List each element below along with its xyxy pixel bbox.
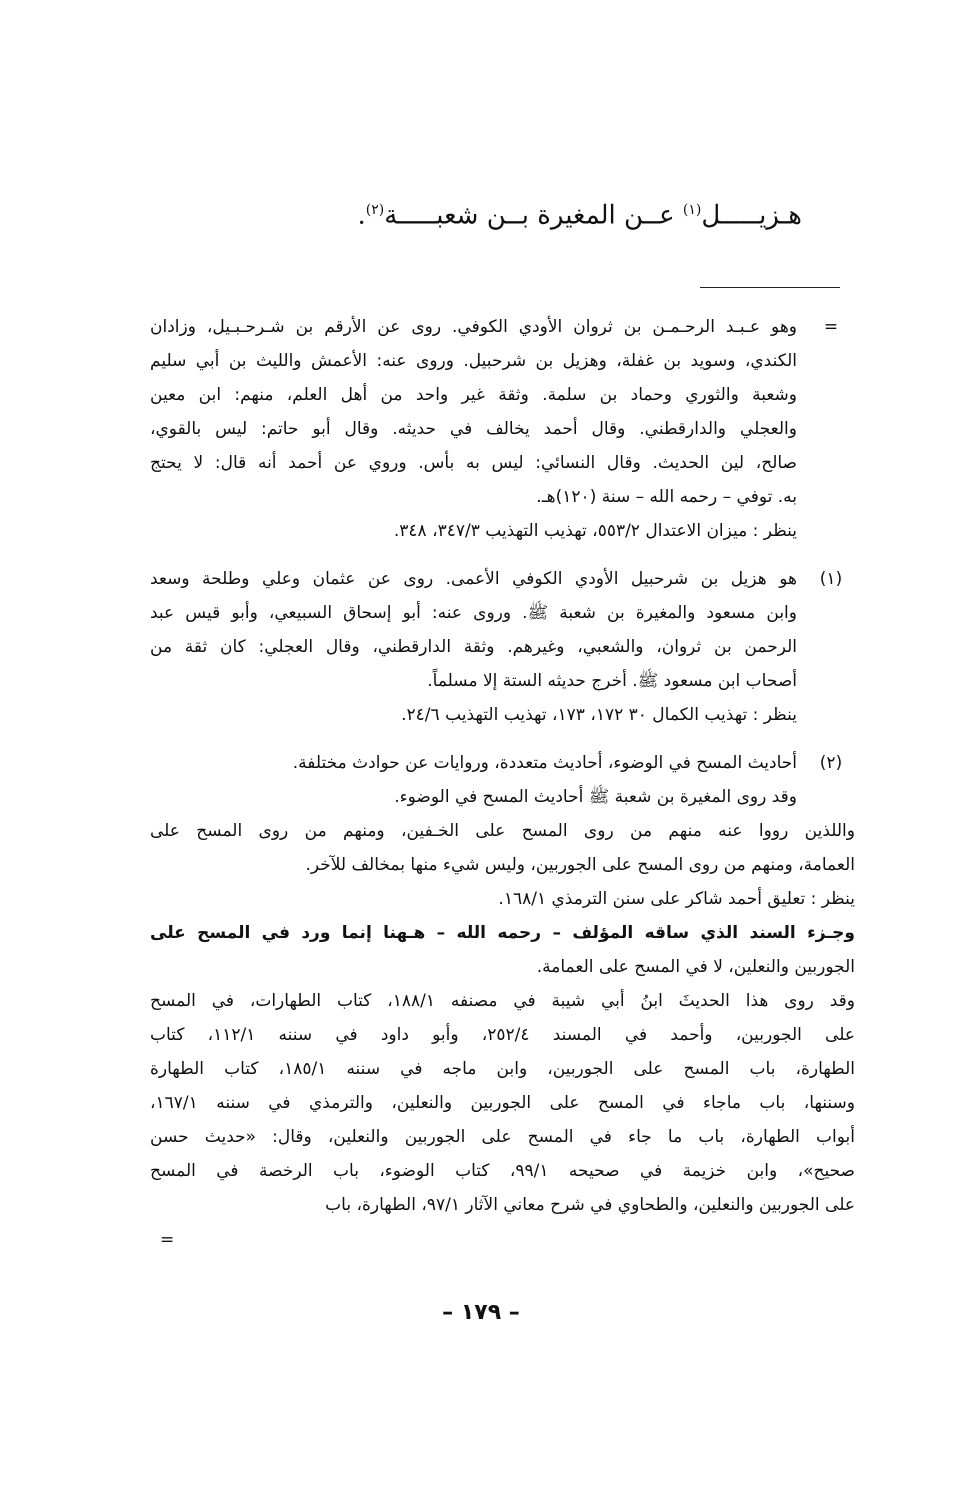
footnote-marker: (٢) [819, 753, 843, 773]
footnote-line: وسننها، باب ماجاء في المسح على الجوربين والنعلين، والترمذي في سننه ١٦٧/١، [150, 1093, 855, 1113]
footnote-continued [150, 310, 855, 548]
footnote-line: وجـزء السند الذي ساقه المؤلف – رحمه الله – هـهنا إنما ورد في المسح على [150, 923, 855, 943]
footnote-line: على الجوربين والنعلين، والطحاوي في شرح معاني الآثار ٩٧/١، الطهارة، باب [325, 1195, 855, 1215]
footnote-marker: (١) [819, 569, 843, 589]
footnote-ref-1: (١) [682, 202, 702, 218]
footnote-line: الرحمن بن ثروان، والشعبي، وغيرهم. وثقة الدارقطني، وقال العجلي: كان ثقة من [150, 637, 797, 657]
footnote-line: به. توفي – رحمه الله – سنة (١٢٠)هـ. [536, 487, 797, 507]
footnote-line: وشعبة والثوري وحماد بن سلمة. وثقة غير واحد من أهل العلم، منهم: ابن معين [150, 385, 797, 405]
footnote-line: أبواب الطهارة، باب ما جاء في المسح على الجوربين والنعلين، وقال: «حديث حسن [150, 1127, 855, 1147]
footnote-2 [150, 746, 855, 1222]
footnote-body [150, 814, 855, 1222]
footnote-line: ينظر : تهذيب الكمال ٣٠ ١٧٢، ١٧٣، تهذيب التهذيب ٢٤/٦. [401, 705, 797, 725]
footnote-line: وقد روى المغيرة بن شعبة ﷺ أحاديث المسح في الوضوء. [394, 787, 797, 807]
footnote-line: ينظر : تعليق أحمد شاكر على سنن الترمذي ١٦٨/١. [498, 889, 855, 909]
footnote-line: ينظر : ميزان الاعتدال ٥٥٣/٢، تهذيب التهذيب ٣٤٧/٣، ٣٤٨. [393, 521, 797, 541]
footnote-line: الطهارة، باب المسح على الجوربين، وابن ماجه في سننه ١٨٥/١، كتاب الطهارة [150, 1059, 855, 1079]
continuation-marker: = [160, 1230, 175, 1250]
footnote-line: أحاديث المسح في الوضوء، أحاديث متعددة، وروايات عن حوادث مختلفة. [292, 753, 797, 773]
footnote-line: الجوربين والنعلين، لا في المسح على العمامة. [536, 957, 855, 977]
footnote-line: وابن مسعود والمغيرة بن شعبة ﷺ. وروى عنه: أبو إسحاق السبيعي، وأبو قيس عبد [150, 603, 797, 623]
footnote-line: والعجلي والدارقطني. وقال أحمد يخالف في حديثه. وقال أبو حاتم: ليس بالقوي، [150, 419, 797, 439]
main-text-line [182, 190, 802, 236]
footnote-line: العمامة، ومنهم من روى المسح على الجوربين، وليس شيء منها بمخالف للآخر. [305, 855, 855, 875]
footnote-marker: = [823, 317, 839, 337]
footnote-line: وقد روى هذا الحديثَ ابنُ أبي شيبة في مصنفه ١٨٨/١، كتاب الطهارات، في المسح [150, 991, 855, 1011]
footnote-line: الكندي، وسويد بن غفلة، وهزيل بن شرحبيل. وروى عنه: الأعمش والليث بن أبي سليم [150, 351, 797, 371]
main-text-part: . [357, 200, 366, 231]
footnote-ref-2: (٢) [365, 202, 385, 218]
footnote-1 [150, 562, 855, 732]
footnotes [150, 310, 855, 1236]
page-number: – ١٧٩ – [442, 1300, 520, 1325]
main-text-part: هـزيـــــل [701, 200, 802, 231]
footnote-line: هو هزيل بن شرحبيل الأودي الكوفي الأعمى. روى عن عثمان وعلي وطلحة وسعد [150, 569, 797, 589]
footnote-line: صحيح»، وابن خزيمة في صحيحه ٩٩/١، كتاب الوضوء، باب الرخصة في المسح [150, 1161, 855, 1181]
footnote-line: صالح، لين الحديث. وقال النسائي: ليس به بأس. وروي عن أحمد أنه قال: لا يحتج [150, 453, 797, 473]
footnote-separator [700, 287, 840, 288]
footnote-line: واللذين رووا عنه منهم من روى المسح على الخـفين، ومنهم من روى المسح على [150, 821, 855, 841]
footnote-line: على الجوربين، وأحمد في المسند ٢٥٢/٤، وأبو داود في سننه ١١٢/١، كتاب [150, 1025, 855, 1045]
footnote-line: وهو عـبـد الرحـمـن بن ثروان الأودي الكوفي. روى عن الأرقم بن شـرحـبـيل، وزادان [150, 317, 797, 337]
footnote-line: أصحاب ابن مسعود ﷺ. أخرج حديثه الستة إلا مسلماً. [427, 671, 797, 691]
main-text-part: عــن المغيرة بــن شعبـــــة [384, 200, 683, 231]
